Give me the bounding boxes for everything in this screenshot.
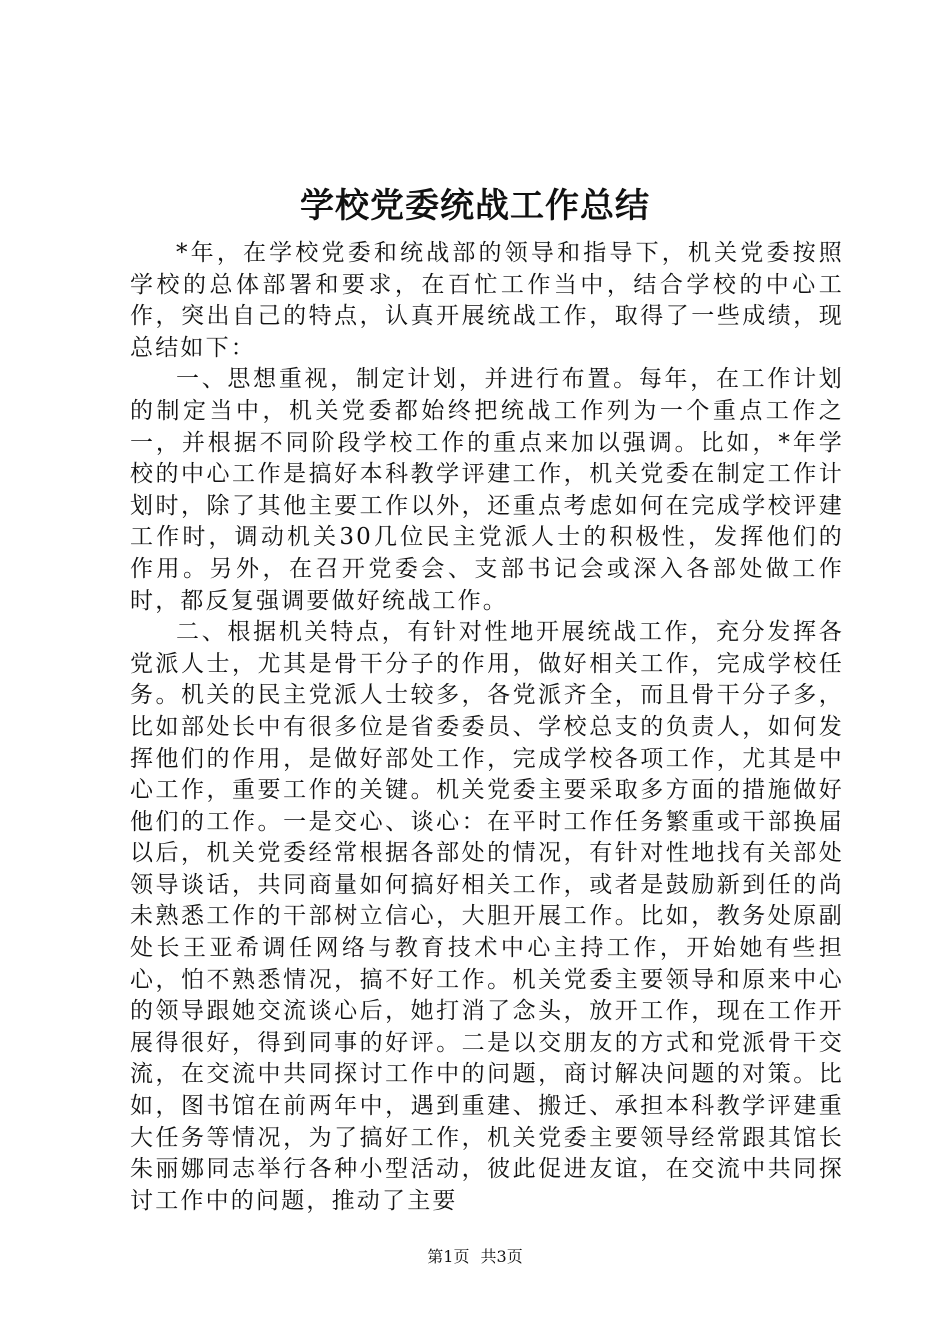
page-number: 第1页	[427, 1247, 470, 1266]
page-footer	[0, 1246, 950, 1268]
section-one-paragraph: 一、思想重视，制定计划，并进行布置。每年，在工作计划的制定当中，机关党委都始终把统战工作列为一个重点工作之一，并根据不同阶段学校工作的重点来加以强调。比如，*年学校的中心工作是搞好本科教学评建工作，机关党委在制定工作计划时，除了其他主要工作以外，还重点考虑如何在完成学校评建工作时，调动机关30几位民主党派人士的积极性，发挥他们的作用。另外，在召开党委会、支部书记会或深入各部处做工作时，都反复强调要做好统战工作。	[130, 366, 844, 614]
intro-paragraph: *年，在学校党委和统战部的领导和指导下，机关党委按照学校的总体部署和要求，在百忙工作当中，结合学校的中心工作，突出自己的特点，认真开展统战工作，取得了一些成绩，现总结如下：	[130, 240, 844, 361]
document-title: 学校党委统战工作总结	[300, 186, 650, 226]
page-total: 共3页	[480, 1247, 523, 1266]
document-body	[130, 238, 844, 1217]
section-two-paragraph: 二、根据机关特点，有针对性地开展统战工作，充分发挥各党派人士，尤其是骨干分子的作用，做好相关工作，完成学校任务。机关的民主党派人士较多，各党派齐全，而且骨干分子多，比如部处长中有很多位是省委委员、学校总支的负责人，如何发挥他们的作用，是做好部处工作，完成学校各项工作，尤其是中心工作，重要工作的关键。机关党委主要采取多方面的措施做好他们的工作。一是交心、谈心：在平时工作任务繁重或干部换届以后，机关党委经常根据各部处的情况，有针对性地找有关部处领导谈话，共同商量如何搞好相关工作，或者是鼓励新到任的尚未熟悉工作的干部树立信心，大胆开展工作。比如，教务处原副处长王亚希调任网络与教育技术中心主持工作，开始她有些担心，怕不熟悉情况，搞不好工作。机关党委主要领导和原来中心的领导跟她交流谈心后，她打消了念头，放开工作，现在工作开展得很好，得到同事的好评。二是以交朋友的方式和党派骨干交流，在交流中共同探讨工作中的问题，商讨解决问题的对策。比如，图书馆在前两年中，遇到重建、搬迁、承担本科教学评建重大任务等情况，为了搞好工作，机关党委主要领导经常跟其馆长朱丽娜同志举行各种小型活动，彼此促进友谊，在交流中共同探讨工作中的问题，推动了主要	[130, 619, 844, 1214]
